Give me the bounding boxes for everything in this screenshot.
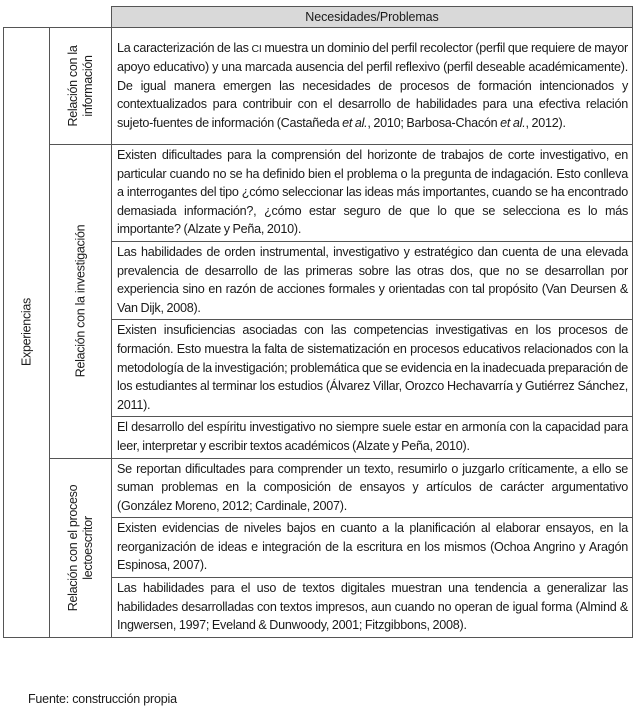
group-label-line: información bbox=[80, 55, 95, 117]
group-label-cell-lectoescritor bbox=[50, 458, 112, 637]
group-label-cell-investigacion bbox=[50, 145, 112, 459]
table-cell-text: Existen dificultades para la comprensión del horizonte de trabajos de corte investigativo, en particular cuando no se ha definido bien el problema o la pregunta de indagación. Esto conlleva a interrogantes del tipo ¿cómo seleccionar las ideas más importantes, cuando se ha encontrado demasiada información?, ¿cómo estar seguro de que lo que se selecciona es lo más importante? (Alzate y Peña, 2010). bbox=[112, 145, 633, 242]
group-label-line: lectoescritor bbox=[80, 515, 95, 580]
table-cell-text: Las habilidades para el uso de textos digitales muestran una tendencia a generalizar las habilidades desarrolladas con textos impresos, aun cuando no operan de igual forma (Almind & Ingwersen, 1997; Eveland & Dunwoody, 2001; Fitzgibbons, 2008). bbox=[112, 578, 633, 638]
table-cell-text: El desarrollo del espíritu investigativo no siempre suele estar en armonía con la capacidad para leer, interpretar y escribir textos académicos (Alzate y Peña, 2010). bbox=[112, 417, 633, 458]
group-label-cell-informacion bbox=[50, 28, 112, 145]
table-row bbox=[4, 458, 633, 518]
column-header: Necesidades/Problemas bbox=[112, 7, 633, 28]
group-label-investigacion: Relación con la investigación bbox=[73, 224, 87, 378]
group-label-line: Relación con la bbox=[65, 45, 80, 127]
table-cell-text: Existen insuficiencias asociadas con las competencias investigativas en los procesos de formación. Esto muestra la falta de sistematización en procesos educativos relacionados con la metodología de la investigación; problemática que se evidencia en la inadecuada preparación de los estudiantes al terminar los estudios (Álvarez Villar, Orozco Hechavarría y Gutiérrez Sánchez, 2011). bbox=[112, 320, 633, 417]
group-label-informacion bbox=[66, 46, 96, 127]
table-cell-text: Las habilidades de orden instrumental, investigativo y estratégico dan cuenta de una elevada prevalencia de desarrollo de las primeras sobre las otras dos, que no se desarrollan por experiencia sino en razón de acciones formales y orientadas con tal propósito (Van Deursen & Van Dijk, 2008). bbox=[112, 241, 633, 319]
table-cell-text: La caracterización de las CI muestra un dominio del perfil recolector (perfil que requiere de mayor apoyo educativo) y una marcada ausencia del perfil reflexivo (perfil deseable académicamente). De igual manera emergen las necesidades de procesos de formación intencionados y contextualizados para contribuir con el desarrollo de habilidades para una efectiva relación sujeto-fuentes de información (Castañeda et al., 2010; Barbosa-Chacón et al., 2012). bbox=[112, 28, 633, 145]
table-row bbox=[4, 145, 633, 242]
category-cell bbox=[4, 28, 50, 638]
needs-problems-table bbox=[3, 6, 633, 638]
header-row bbox=[4, 7, 633, 28]
source-caption: Fuente: construcción propia bbox=[28, 692, 177, 706]
category-label: Experiencias bbox=[19, 298, 33, 367]
group-label-lectoescritor bbox=[66, 484, 96, 611]
table-cell-text: Se reportan dificultades para comprender un texto, resumirlo o juzgarlo críticamente, a ello se suman problemas en la composición de ensayos y artículos de carácter argumentativo (González Moreno, 2012; Cardinale, 2007). bbox=[112, 458, 633, 518]
table-row bbox=[4, 28, 633, 145]
group-label-line: Relación con el proceso bbox=[65, 484, 80, 611]
table-cell-text: Existen evidencias de niveles bajos en cuanto a la planificación al elaborar ensayos, en la reorganización de ideas e integración de la escritura en los mismos (Ochoa Angrino y Aragón Espinosa, 2007). bbox=[112, 518, 633, 578]
header-blank-cell bbox=[4, 7, 112, 28]
